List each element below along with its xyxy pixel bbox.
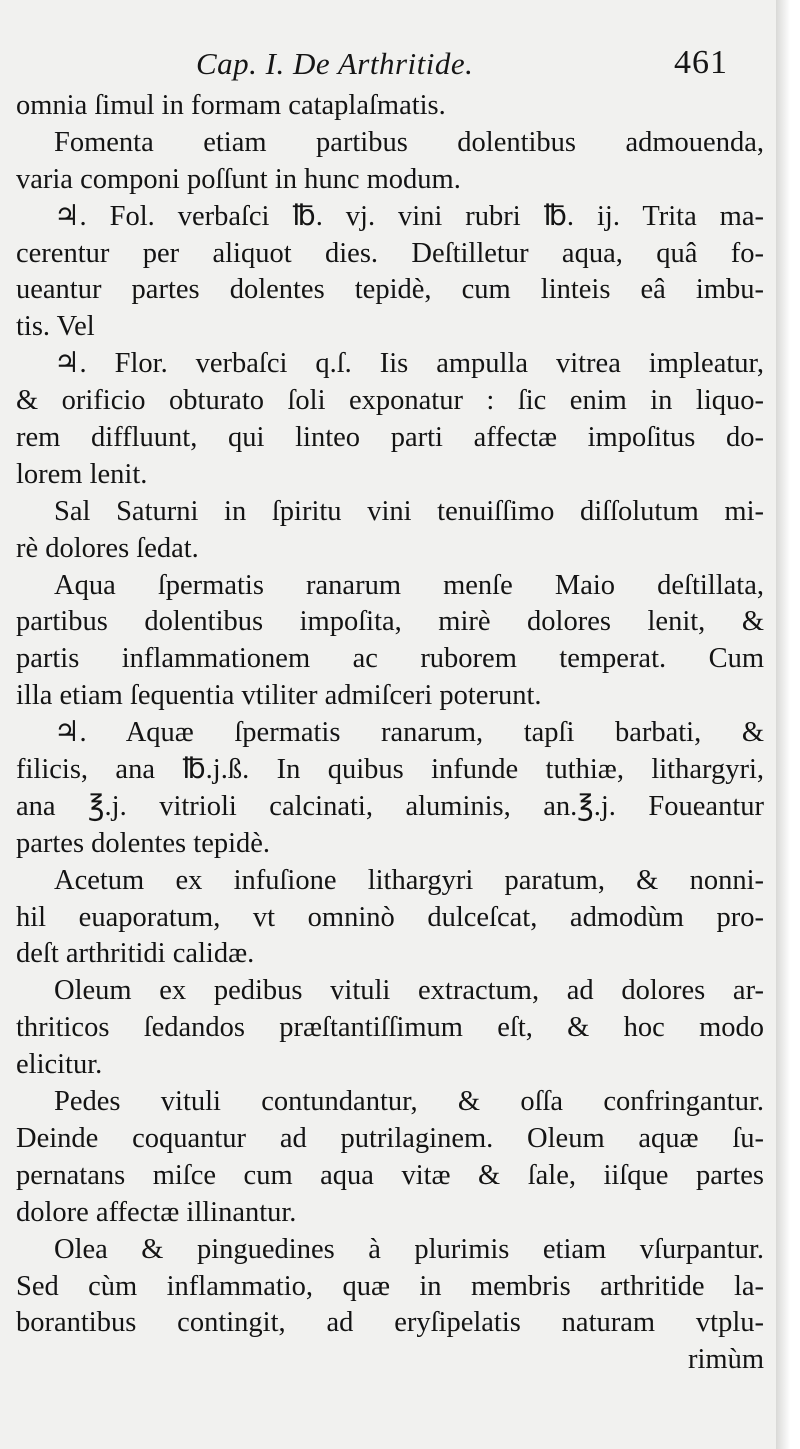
text-line: varia componi poſſunt in hunc modum.: [16, 163, 461, 195]
text-line: partibus dolentibus impoſita, mirè dolores lenit, &: [16, 606, 764, 638]
page-number: 461: [674, 44, 728, 81]
text-line: partes dolentes tepidè.: [16, 827, 271, 859]
text-line: ♃. Flor. verbaſci q.ſ. Iis ampulla vitrea impleatur,: [54, 348, 764, 380]
text-line: partis inflammationem ac ruborem temperat. Cum: [16, 643, 764, 675]
text-line: filicis, ana ℔.j.ß. In quibus infunde tuthiæ, lithargyri,: [16, 754, 764, 786]
text-line: Oleum ex pedibus vituli extractum, ad dolores ar-: [54, 975, 764, 1007]
text-line: cerentur per aliquot dies. Deſtilletur aqua, quâ fo-: [16, 237, 764, 269]
text-line: hil euaporatum, vt omninò dulceſcat, admodùm pro-: [16, 901, 764, 933]
text-line: rem diffluunt, qui linteo parti affectæ impoſitus do-: [16, 422, 764, 454]
text-line: Pedes vituli contundantur, & oſſa confringantur.: [54, 1086, 764, 1118]
text-line: tis. Vel: [16, 311, 95, 343]
text-line: Sal Saturni in ſpiritu vini tenuiſſimo diſſolutum mi-: [54, 495, 764, 527]
text-line: dolore affectæ illinantur.: [16, 1196, 297, 1228]
text-line: & orificio obturato ſoli exponatur : ſic enim in liquo-: [16, 385, 764, 417]
text-line: elicitur.: [16, 1049, 103, 1081]
text-line: ana ℥.j. vitrioli calcinati, aluminis, an.℥.j. Foueantur: [16, 790, 764, 822]
text-line: thriticos ſedandos præſtantiſſimum eſt, & hoc modo: [16, 1012, 764, 1044]
text-line: rè dolores ſedat.: [16, 532, 199, 564]
text-line: illa etiam ſequentia vtiliter admiſceri poterunt.: [16, 680, 542, 712]
page-header: [0, 40, 776, 90]
text-line: deſt arthritidi calidæ.: [16, 938, 255, 970]
text-line: omnia ſimul in formam cataplaſmatis.: [16, 90, 446, 121]
text-line: ♃. Aquæ ſpermatis ranarum, tapſi barbati, &: [54, 717, 764, 749]
text-line: Fomenta etiam partibus dolentibus admouenda,: [54, 126, 764, 158]
text-line: rimùm: [688, 1344, 764, 1376]
text-line: Deinde coquantur ad putrilaginem. Oleum aquæ ſu-: [16, 1122, 764, 1154]
text-line: lorem lenit.: [16, 458, 148, 490]
text-line: pernatans miſce cum aqua vitæ & ſale, iiſque partes: [16, 1159, 764, 1191]
body-text: [16, 88, 764, 1379]
text-line: borantibus contingit, ad eryſipelatis naturam vtplu-: [16, 1307, 764, 1339]
text-line: Aqua ſpermatis ranarum menſe Maio deſtillata,: [54, 569, 764, 601]
text-line: ♃. Fol. verbaſci ℔. vj. vini rubri ℔. ij. Trita ma-: [54, 200, 764, 232]
page-edge: [776, 0, 800, 1449]
text-line: Sed cùm inflammatio, quæ in membris arthritide la-: [16, 1270, 764, 1302]
text-line: Olea & pinguedines à plurimis etiam vſurpantur.: [54, 1233, 764, 1265]
text-line: ueantur partes dolentes tepidè, cum linteis eâ imbu-: [16, 274, 764, 306]
text-line: Acetum ex infuſione lithargyri paratum, & nonni-: [54, 864, 764, 896]
running-title: Cap. I. De Arthritide.: [196, 46, 474, 81]
